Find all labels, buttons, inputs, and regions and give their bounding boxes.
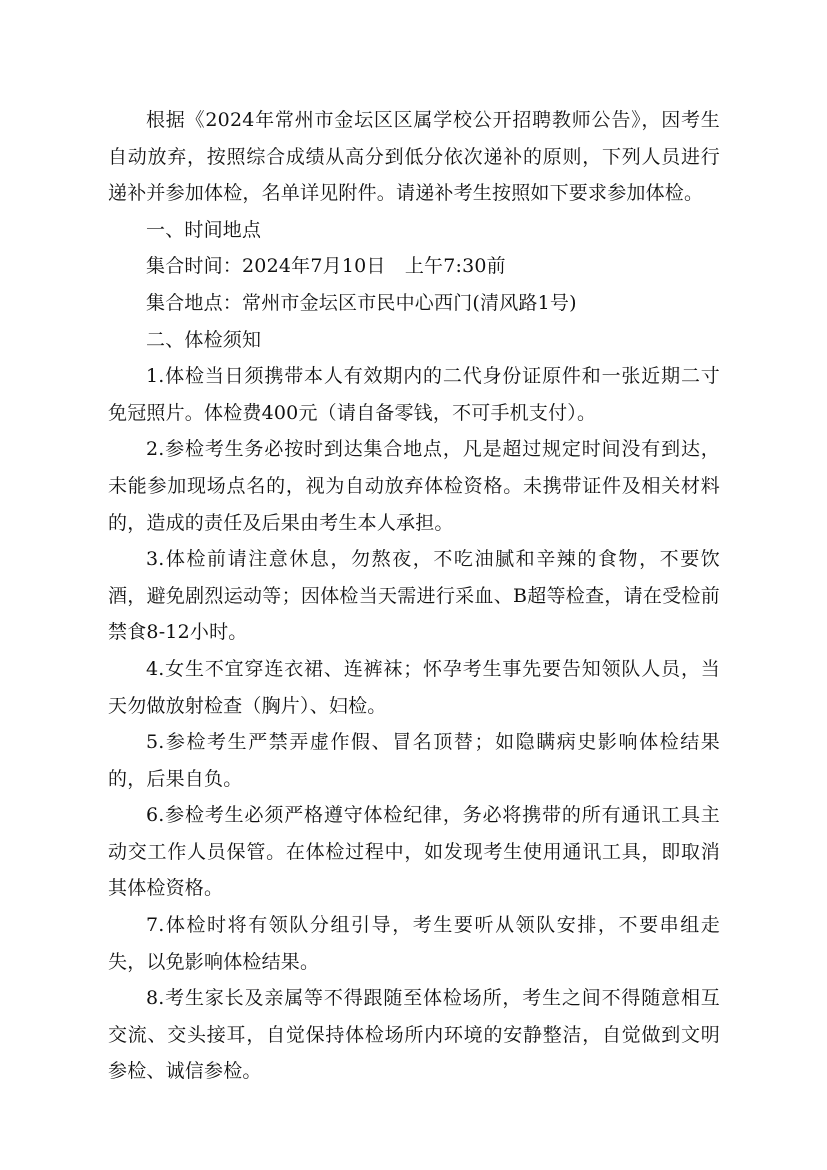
notice-item: 6.参检考生必须严格遵守体检纪律，务必将携带的所有通讯工具主动交工作人员保管。在体检过程中，如发现考生使用通讯工具，即取消其体检资格。 <box>108 804 720 900</box>
notice-item: 2.参检考生务必按时到达集合地点，凡是超过规定时间没有到达，未能参加现场点名的，视为自动放弃体检资格。未携带证件及相关材料的，造成的责任及后果由考生本人承担。 <box>108 438 720 534</box>
notice-item: 7.体检时将有领队分组引导，考生要听从领队安排，不要串组走失，以免影响体检结果。 <box>108 914 720 973</box>
intro-paragraph: 根据《2024年常州市金坛区区属学校公开招聘教师公告》，因考生自动放弃，按照综合成绩从高分到低分依次递补的原则，下列人员进行递补并参加体检，名单详见附件。请递补考生按照如下要求参加体检。 <box>108 109 720 205</box>
notice-item: 3.体检前请注意休息，勿熬夜，不吃油腻和辛辣的食物，不要饮酒，避免剧烈运动等；因体检当天需进行采血、B超等检查，请在受检前禁食8-12小时。 <box>108 548 720 644</box>
assembly-place: 集合地点：常州市金坛区市民中心西门(清风路1号) <box>146 291 577 314</box>
notice-item: 5.参检考生严禁弄虚作假、冒名顶替；如隐瞒病史影响体检结果的，后果自负。 <box>108 731 720 790</box>
document-body <box>108 102 720 1090</box>
assembly-time: 集合时间：2024年7月10日 上午7:30前 <box>146 255 506 278</box>
notice-item: 4.女生不宜穿连衣裙、连裤袜；怀孕考生事先要告知领队人员，当天勿做放射检查（胸片）、妇检。 <box>108 657 720 717</box>
section-heading-exam-notice: 二、体检须知 <box>146 328 262 351</box>
notice-item: 1.体检当日须携带本人有效期内的二代身份证原件和一张近期二寸免冠照片。体检费400元（请自备零钱，不可手机支付）。 <box>108 365 720 424</box>
notice-item: 8.考生家长及亲属等不得跟随至体检场所，考生之间不得随意相互交流、交头接耳，自觉保持体检场所内环境的安静整洁，自觉做到文明参检、诚信参检。 <box>108 987 720 1083</box>
section-heading-time-place: 一、时间地点 <box>146 218 262 241</box>
